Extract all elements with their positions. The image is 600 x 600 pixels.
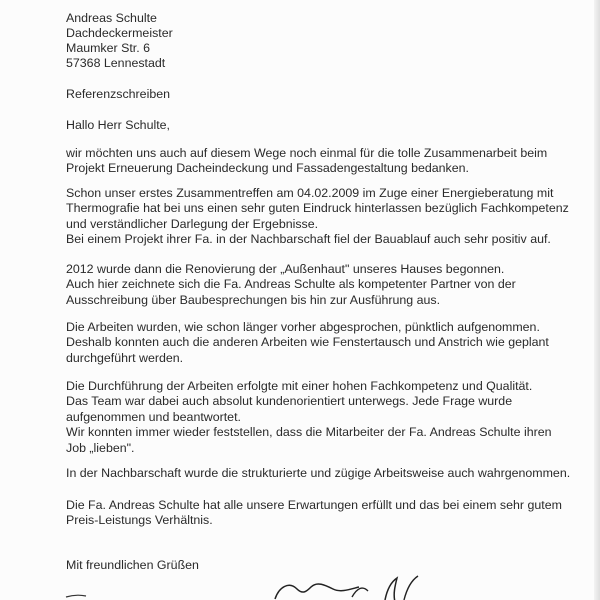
paragraph-line: Projekt Erneuerung Dacheindeckung und Fassadengestaltung bedanken. bbox=[66, 161, 469, 176]
paragraph-line: Thermografie hat bei uns einen sehr guten Eindruck hinterlassen bezüglich Fachkompetenz bbox=[66, 201, 569, 216]
sender-title: Dachdeckermeister bbox=[66, 26, 173, 40]
paragraph-expectations bbox=[66, 498, 562, 529]
letter-closing: Mit freundlichen Grüßen bbox=[66, 558, 199, 572]
paragraph-line: Die Arbeiten wurden, wie schon länger vorher abgesprochen, pünktlich aufgenommen. bbox=[66, 320, 540, 334]
page-edge-shadow bbox=[594, 0, 600, 600]
paragraph-line: Das Team war dabei auch absolut kundenorientiert unterwegs. Jede Frage wurde bbox=[66, 394, 513, 409]
paragraph-line: Schon unser erstes Zusammentreffen am 04.02.2009 im Zuge einer Energieberatung mit bbox=[66, 186, 554, 200]
paragraph-line: In der Nachbarschaft wurde die strukturierte und zügige Arbeitsweise auch wahrgenommen. bbox=[66, 466, 571, 480]
paragraph-line: aufgenommen und beantwortet. bbox=[66, 409, 241, 424]
paragraph-line: Bei einem Projekt ihrer Fa. in der Nachbarschaft fiel der Bauablauf auch sehr positiv auf. bbox=[66, 232, 551, 247]
letter-subject: Referenzschreiben bbox=[66, 87, 171, 101]
paragraph-line: Auch hier zeichnete sich die Fa. Andreas Schulte als kompetenter Partner von der bbox=[66, 277, 516, 292]
paragraph-line: und verständlicher Darlegung der Ergebnisse. bbox=[66, 216, 319, 231]
paragraph-neighbourhood bbox=[66, 466, 570, 481]
paragraph-line: 2012 wurde dann die Renovierung der „Außenhaut" unseres Hauses begonnen. bbox=[66, 262, 505, 276]
sender-city: 57368 Lennestadt bbox=[66, 56, 166, 70]
paragraph-thanks bbox=[66, 146, 547, 177]
paragraph-line: wir möchten uns auch auf diesem Wege noch einmal für die tolle Zusammenarbeit beim bbox=[66, 146, 548, 160]
letter-salutation: Hallo Herr Schulte, bbox=[66, 118, 170, 132]
paragraph-line: Die Durchführung der Arbeiten erfolgte mit einer hohen Fachkompetenz und Qualität. bbox=[66, 379, 533, 393]
paragraph-line: durchgeführt werden. bbox=[66, 350, 184, 365]
sender-street: Maumker Str. 6 bbox=[66, 41, 151, 55]
sender-name: Andreas Schulte bbox=[66, 11, 157, 25]
handwritten-signature bbox=[0, 575, 600, 600]
paragraph-first-meeting bbox=[66, 186, 569, 248]
paragraph-line: Ausschreibung über Baubesprechungen bis hin zur Ausführung aus. bbox=[66, 292, 441, 307]
paragraph-renovation bbox=[66, 262, 516, 308]
paragraph-line: Deshalb konnten auch die anderen Arbeiten wie Fenstertausch und Anstrich wie geplant bbox=[66, 335, 549, 350]
paragraph-line: Job „lieben". bbox=[66, 440, 135, 455]
paragraph-schedule bbox=[66, 320, 549, 366]
paragraph-line: Wir konnten immer wieder feststellen, dass die Mitarbeiter der Fa. Andreas Schulte ihren bbox=[66, 425, 552, 440]
paragraph-line: Preis-Leistungs Verhältnis. bbox=[66, 513, 213, 528]
paragraph-line: Die Fa. Andreas Schulte hat alle unsere Erwartungen erfüllt und das bei einem sehr gutem bbox=[66, 498, 562, 512]
paragraph-quality bbox=[66, 379, 552, 456]
